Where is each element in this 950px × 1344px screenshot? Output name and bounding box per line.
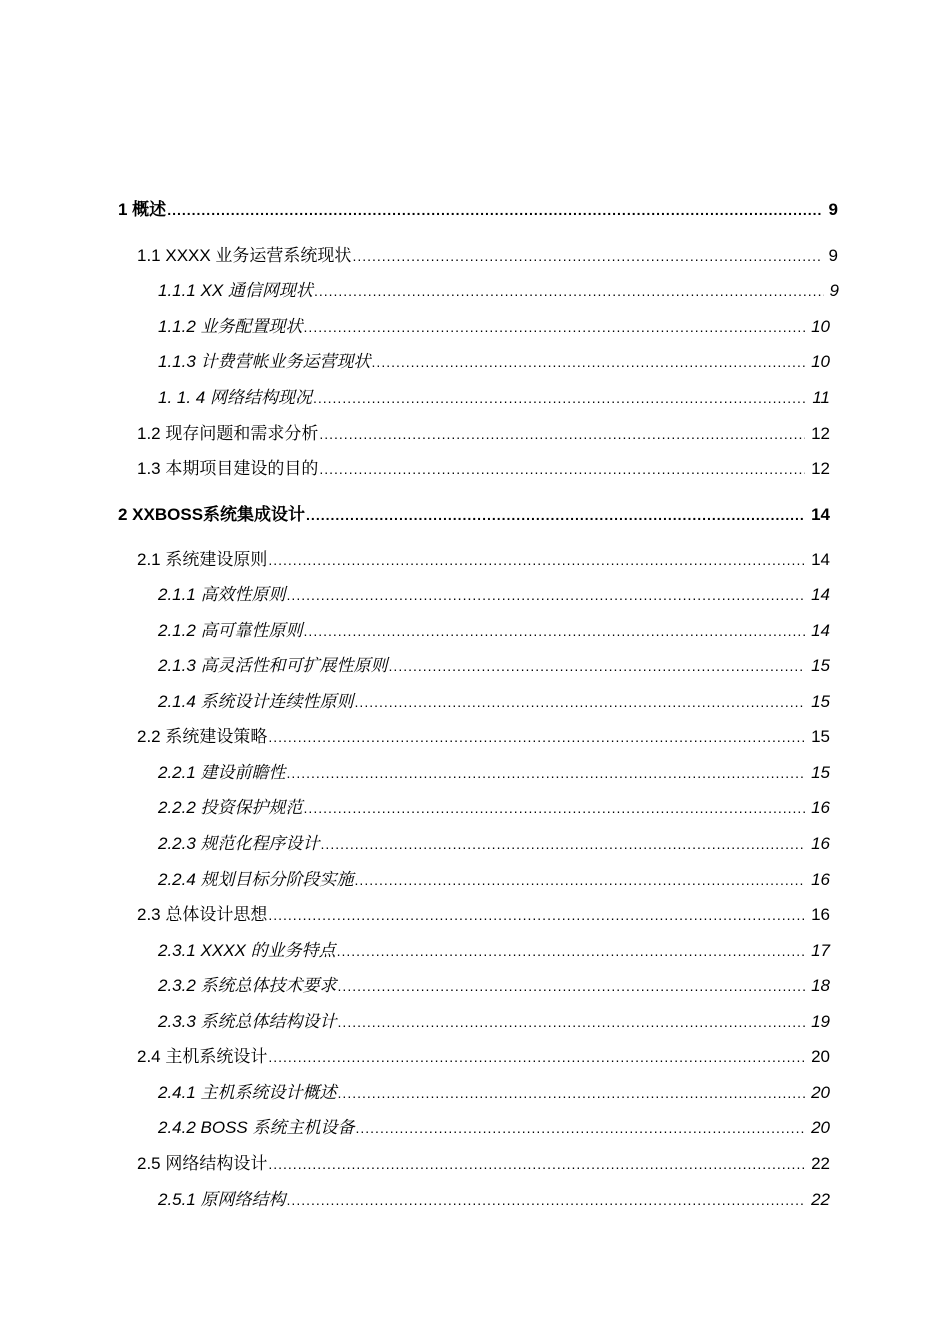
- toc-leader-dots: [319, 422, 805, 446]
- toc-page-number: 14: [811, 585, 830, 604]
- toc-page-number: 12: [811, 424, 830, 443]
- toc-entry-label: 2.4 主机系统设计: [137, 1047, 268, 1066]
- toc-page-number: 18: [811, 976, 830, 995]
- toc-entry-label: 1.1 XXXX 业务运营系统现状: [137, 246, 352, 265]
- toc-entry[interactable]: [137, 457, 830, 481]
- toc-page-number: 22: [811, 1190, 830, 1209]
- toc-leader-dots: [304, 796, 806, 820]
- toc-entry-label: 1.1.1 XX 通信网现状: [158, 281, 313, 300]
- toc-entry[interactable]: [158, 1188, 830, 1212]
- toc-page-number: 10: [811, 317, 830, 336]
- toc-page-number: 16: [811, 870, 830, 889]
- toc-entry[interactable]: [158, 654, 830, 678]
- toc-leader-dots: [167, 198, 822, 222]
- toc-leader-dots: [355, 868, 806, 892]
- toc-entry-label: 2 XXBOSS系统集成设计: [118, 505, 306, 524]
- toc-entry-label: 2.4.1 主机系统设计概述: [158, 1083, 337, 1102]
- toc-entry-label: 2.4.2 BOSS 系统主机设备: [158, 1118, 355, 1137]
- toc-entry-label: 2.3 总体设计思想: [137, 905, 268, 924]
- toc-page-number: 20: [811, 1047, 830, 1066]
- toc-page-number: 15: [811, 692, 830, 711]
- toc-leader-dots: [372, 350, 806, 374]
- toc-entry[interactable]: [118, 198, 838, 222]
- toc-leader-dots: [337, 939, 805, 963]
- toc-entry[interactable]: [158, 1010, 830, 1034]
- toc-entry[interactable]: [118, 503, 830, 527]
- toc-entry[interactable]: [137, 1045, 830, 1069]
- toc-entry[interactable]: [158, 868, 830, 892]
- toc-entry-label: 2.3.2 系统总体技术要求: [158, 976, 337, 995]
- toc-leader-dots: [338, 1010, 806, 1034]
- toc-leader-dots: [321, 832, 806, 856]
- toc-entry[interactable]: [158, 1116, 830, 1140]
- toc-entry-label: 2.2.4 规划目标分阶段实施: [158, 870, 354, 889]
- toc-entry-label: 2.1.3 高灵活性和可扩展性原则: [158, 656, 388, 675]
- toc-leader-dots: [338, 1081, 806, 1105]
- toc-entry-label: 1.2 现存问题和需求分析: [137, 424, 319, 443]
- toc-leader-dots: [287, 583, 806, 607]
- toc-page-number: 22: [811, 1154, 830, 1173]
- toc-entry-label: 2.1.4 系统设计连续性原则: [158, 692, 354, 711]
- toc-leader-dots: [355, 690, 806, 714]
- toc-leader-dots: [268, 725, 805, 749]
- toc-leader-dots: [314, 279, 824, 303]
- toc-page-number: 9: [828, 246, 838, 265]
- toc-page-number: 9: [828, 200, 838, 219]
- toc-entry[interactable]: [158, 279, 839, 303]
- toc-entry-label: 2.1 系统建设原则: [137, 550, 268, 569]
- toc-entry[interactable]: [137, 244, 838, 268]
- toc-leader-dots: [268, 903, 805, 927]
- toc-entry[interactable]: [137, 1152, 830, 1176]
- toc-leader-dots: [352, 244, 822, 268]
- toc-page-number: 15: [811, 763, 830, 782]
- toc-leader-dots: [304, 315, 806, 339]
- toc-page-number: 16: [811, 798, 830, 817]
- toc-leader-dots: [268, 1152, 805, 1176]
- toc-page-number: 14: [811, 621, 830, 640]
- toc-entry[interactable]: [158, 939, 830, 963]
- toc-leader-dots: [389, 654, 806, 678]
- toc-entry-label: 2.3.3 系统总体结构设计: [158, 1012, 337, 1031]
- toc-entry-label: 2.2.1 建设前瞻性: [158, 763, 286, 782]
- toc-page-number: 20: [811, 1083, 830, 1102]
- toc-entry-label: 1.1.3 计费营帐业务运营现状: [158, 352, 371, 371]
- toc-entry-label: 1.1.2 业务配置现状: [158, 317, 303, 336]
- toc-leader-dots: [268, 548, 805, 572]
- toc-entry[interactable]: [137, 548, 830, 572]
- toc-entry[interactable]: [158, 690, 830, 714]
- toc-page-number: 15: [811, 656, 830, 675]
- toc-entry[interactable]: [158, 974, 830, 998]
- toc-leader-dots: [306, 503, 805, 527]
- toc-page-number: 16: [811, 905, 830, 924]
- toc-leader-dots: [268, 1045, 805, 1069]
- toc-entry-label: 2.1.1 高效性原则: [158, 585, 286, 604]
- toc-entry-label: 2.5.1 原网络结构: [158, 1190, 286, 1209]
- toc-entry-label: 1 概述: [118, 200, 167, 219]
- toc-page-number: 17: [811, 941, 830, 960]
- toc-entry[interactable]: [158, 386, 830, 410]
- toc-entry[interactable]: [137, 725, 830, 749]
- toc-entry-label: 2.2.2 投资保护规范: [158, 798, 303, 817]
- toc-entry-label: 2.3.1 XXXX 的业务特点: [158, 941, 336, 960]
- toc-entry[interactable]: [137, 422, 830, 446]
- toc-page-number: 12: [811, 459, 830, 478]
- toc-entry[interactable]: [158, 619, 830, 643]
- toc-leader-dots: [338, 974, 806, 998]
- toc-page-number: 14: [811, 550, 830, 569]
- toc-page-number: 9: [829, 281, 839, 300]
- toc-entry[interactable]: [158, 796, 830, 820]
- toc-entry-label: 1. 1. 4 网络结构现况: [158, 388, 312, 407]
- toc-leader-dots: [319, 457, 805, 481]
- toc-entry-label: 2.2.3 规范化程序设计: [158, 834, 320, 853]
- toc-entry-label: 2.1.2 高可靠性原则: [158, 621, 303, 640]
- toc-leader-dots: [287, 761, 806, 785]
- toc-leader-dots: [304, 619, 806, 643]
- toc-page-number: 19: [811, 1012, 830, 1031]
- toc-leader-dots: [313, 386, 806, 410]
- toc-page-number: 10: [811, 352, 830, 371]
- toc-entry-label: 2.5 网络结构设计: [137, 1154, 268, 1173]
- toc-entry[interactable]: [158, 315, 830, 339]
- toc-page-number: 15: [811, 727, 830, 746]
- toc-entry[interactable]: [158, 350, 830, 374]
- toc-entry[interactable]: [158, 583, 830, 607]
- toc-entry[interactable]: [158, 1081, 830, 1105]
- toc-entry-label: 1.3 本期项目建设的目的: [137, 459, 319, 478]
- toc-leader-dots: [356, 1116, 806, 1140]
- toc-entry[interactable]: [158, 761, 830, 785]
- toc-entry-label: 2.2 系统建设策略: [137, 727, 268, 746]
- toc-entry[interactable]: [137, 903, 830, 927]
- toc-leader-dots: [287, 1188, 806, 1212]
- toc-page-number: 16: [811, 834, 830, 853]
- toc-page-number: 11: [812, 388, 830, 407]
- toc-page-number: 14: [811, 505, 830, 524]
- toc-page-number: 20: [811, 1118, 830, 1137]
- toc-entry[interactable]: [158, 832, 830, 856]
